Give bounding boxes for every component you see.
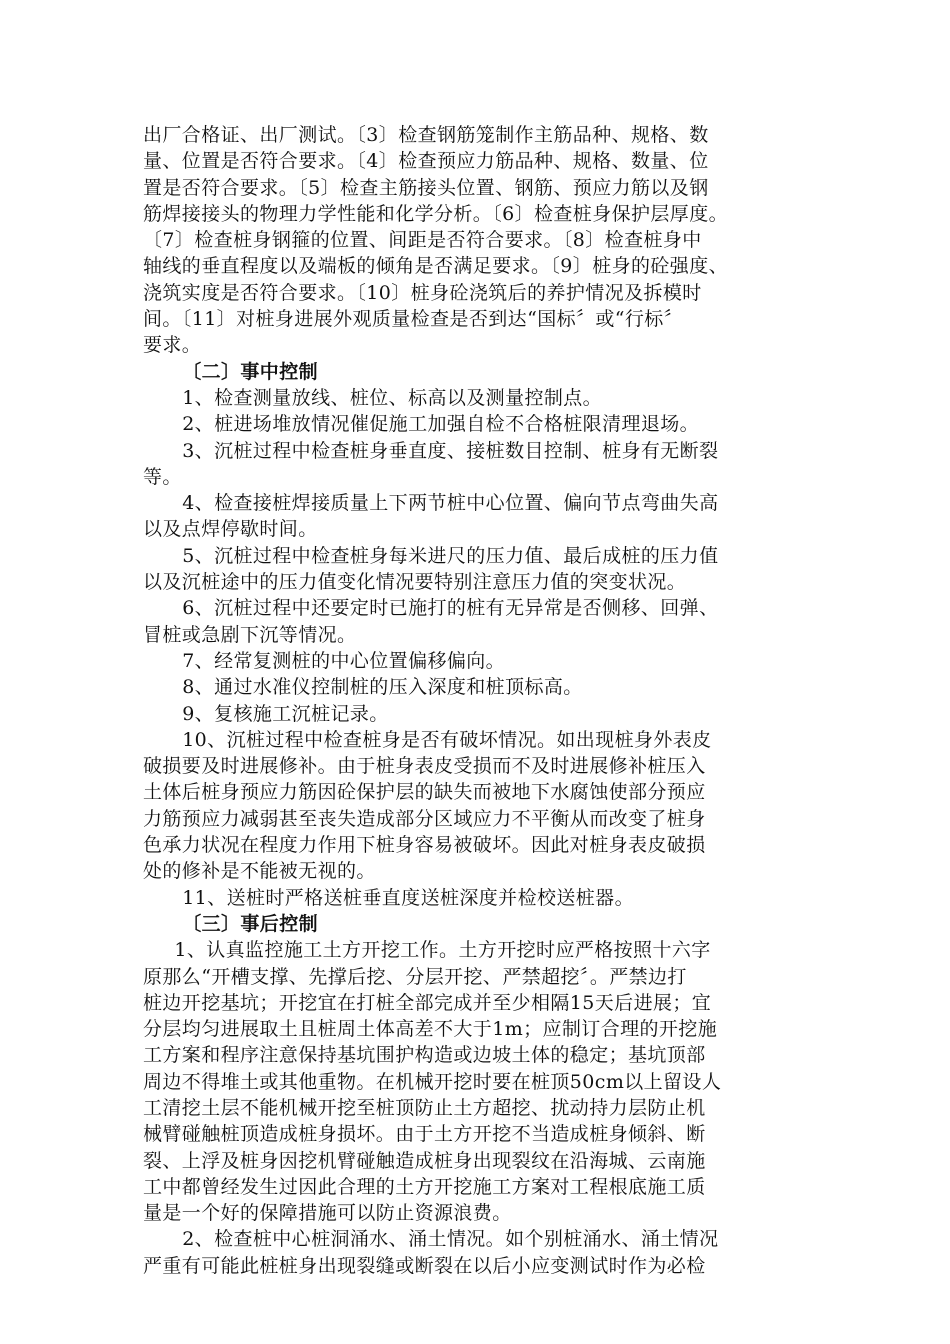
text-line: 2、检查桩中心桩洞涌水、涌土情况。如个别桩涌水、涌土情况 xyxy=(182,1228,719,1251)
text-line: 处的修补是不能被无视的。 xyxy=(143,860,376,883)
text-line: 桩边开挖基坑；开挖宜在打桩全部完成并至少相隔15天后进展；宜 xyxy=(143,991,712,1014)
text-line: 10、沉桩过程中检查桩身是否有破坏情况。如出现桩身外表皮 xyxy=(182,728,712,751)
text-line: 筋焊接接头的物理力学性能和化学分析。〔6〕检查桩身保护层厚度。 xyxy=(143,202,728,225)
section-heading: 〔二〕事中控制 xyxy=(182,360,318,383)
text-line: 轴线的垂直程度以及端板的倾角是否满足要求。〔9〕桩身的砼强度、 xyxy=(143,255,728,278)
text-line: 8、通过水准仪控制桩的压入深度和桩顶标高。 xyxy=(182,676,583,699)
text-line: 工清挖土层不能机械开挖至桩顶防止土方超挖、扰动持力层防止机 xyxy=(143,1096,706,1119)
text-line: 5、沉桩过程中检查桩身每米进尺的压力值、最后成桩的压力值 xyxy=(182,544,719,567)
text-line: 间。〔11〕对桩身进展外观质量检查是否到达“国标〞或“行标〞 xyxy=(143,308,684,331)
text-line: 11、送桩时严格送桩垂直度送桩深度并检校送桩器。 xyxy=(182,886,634,909)
text-line: 1、检查测量放线、桩位、标高以及测量控制点。 xyxy=(182,386,603,409)
text-line: 土体后桩身预应力筋因砼保护层的缺失而被地下水腐蚀使部分预应 xyxy=(143,781,706,804)
text-line: 分层均匀进展取土且桩周土体高差不大于1m；应制订合理的开挖施 xyxy=(143,1018,718,1041)
text-line: 量是一个好的保障措施可以防止资源浪费。 xyxy=(143,1202,512,1225)
text-line: 3、沉桩过程中检查桩身垂直度、接桩数目控制、桩身有无断裂 xyxy=(182,439,719,462)
text-line: 2、桩进场堆放情况催促施工加强自检不合格桩限清理退场。 xyxy=(182,413,700,436)
document-page xyxy=(143,122,807,1279)
text-line: 械臂碰触桩顶造成桩身损坏。由于土方开挖不当造成桩身倾斜、断 xyxy=(143,1123,706,1146)
text-line: 出厂合格证、出厂测试。〔3〕检查钢筋笼制作主筋品种、规格、数 xyxy=(143,124,709,146)
text-line: 周边不得堆土或其他重物。在机械开挖时要在桩顶50cm以上留设人 xyxy=(143,1070,722,1093)
text-line: 破损要及时进展修补。由于桩身表皮受损而不及时进展修补桩压入 xyxy=(143,755,706,778)
section-heading: 〔三〕事后控制 xyxy=(182,912,318,935)
text-line: 以及点焊停歇时间。 xyxy=(143,518,318,541)
text-line: 量、位置是否符合要求。〔4〕检查预应力筋品种、规格、数量、位 xyxy=(143,150,709,173)
text-line: 4、检查接桩焊接质量上下两节桩中心位置、偏向节点弯曲失高 xyxy=(182,492,719,515)
text-line: 〔7〕检查桩身钢箍的位置、间距是否符合要求。〔8〕检查桩身中 xyxy=(143,229,702,252)
text-line: 力筋预应力减弱甚至丧失造成部分区域应力不平衡从而改变了桩身 xyxy=(143,807,706,830)
text-line: 置是否符合要求。〔5〕检查主筋接头位置、钢筋、预应力筋以及钢 xyxy=(143,176,709,199)
text-line: 要求。 xyxy=(143,334,202,357)
text-line: 7、经常复测桩的中心位置偏移偏向。 xyxy=(182,649,506,672)
text-line: 色承力状况在程度力作用下桩身容易被破坏。因此对桩身表皮破损 xyxy=(143,834,706,857)
text-line: 工中都曾经发生过因此合理的土方开挖施工方案对工程根底施工质 xyxy=(143,1175,706,1198)
text-line: 9、复核施工沉桩记录。 xyxy=(182,702,389,725)
text-line: 以及沉桩途中的压力值变化情况要特别注意压力值的突变状况。 xyxy=(143,571,687,594)
text-line: 工方案和程序注意保持基坑围护构造或边坡土体的稳定；基坑顶部 xyxy=(143,1044,706,1067)
text-line: 浇筑实度是否符合要求。〔10〕桩身砼浇筑后的养护情况及拆模时 xyxy=(143,281,702,304)
text-line: 严重有可能此桩桩身出现裂缝或断裂在以后小应变测试时作为必检 xyxy=(143,1254,706,1277)
text-line: 裂、上浮及桩身因挖机臂碰触造成桩身出现裂纹在沿海城、云南施 xyxy=(143,1149,706,1172)
text-line: 原那么“开槽支撑、先撑后挖、分层开挖、严禁超挖〞。严禁边打 xyxy=(143,965,687,988)
text-line: 冒桩或急剧下沉等情况。 xyxy=(143,623,357,646)
text-line: 等。 xyxy=(143,465,182,488)
text-line: 1、认真监控施工土方开挖工作。土方开挖时应严格按照十六字 xyxy=(174,939,711,962)
text-line: 6、沉桩过程中还要定时已施打的桩有无异常是否侧移、回弹、 xyxy=(182,597,719,620)
